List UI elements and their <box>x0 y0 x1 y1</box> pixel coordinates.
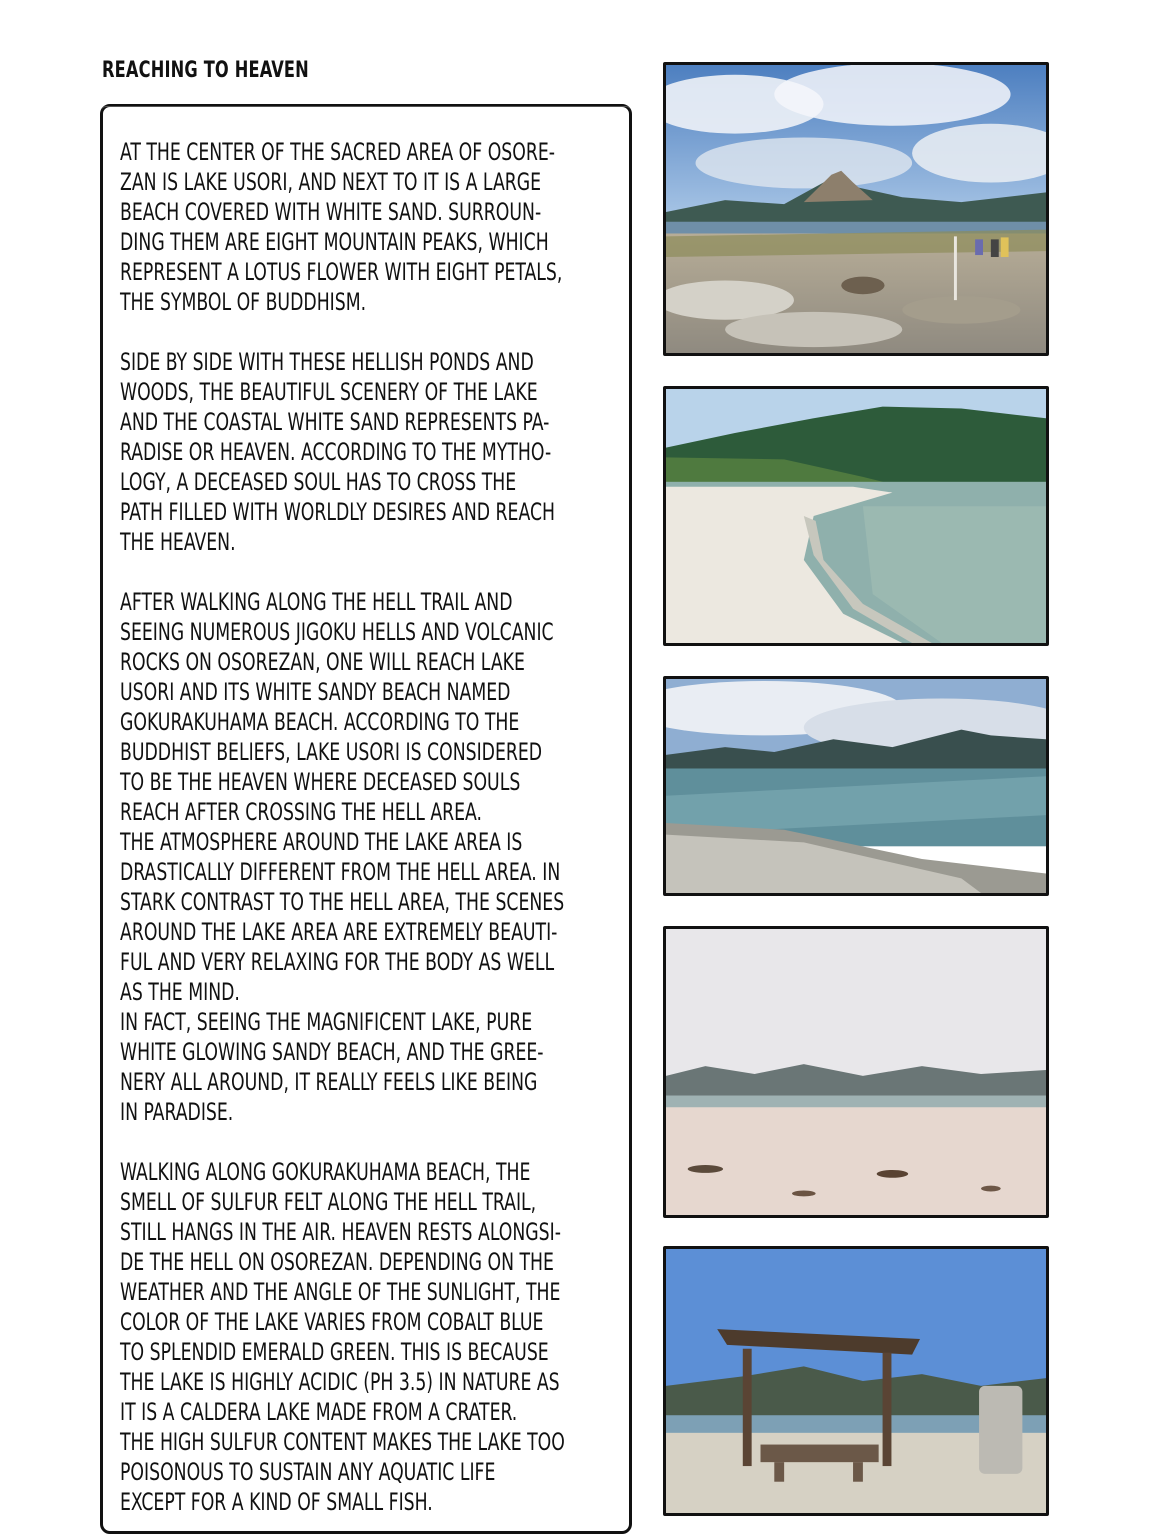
gazebo-by-the-lake-photo <box>663 1246 1049 1516</box>
text-line: ROCKS ON OSOREZAN, ONE WILL REACH LAKE <box>120 648 525 676</box>
text-line: THE LAKE IS HIGHLY ACIDIC (PH 3.5) IN NATURE AS <box>120 1368 560 1396</box>
text-line: REACH AFTER CROSSING THE HELL AREA. <box>120 798 483 826</box>
text-line: IN FACT, SEEING THE MAGNIFICENT LAKE, PURE <box>120 1008 533 1036</box>
text-line: WALKING ALONG GOKURAKUHAMA BEACH, THE <box>120 1158 531 1186</box>
paragraph-gap <box>120 557 620 587</box>
text-line: DRASTICALLY DIFFERENT FROM THE HELL AREA. IN <box>120 858 561 886</box>
text-line: IN PARADISE. <box>120 1098 234 1126</box>
text-line: DE THE HELL ON OSOREZAN. DEPENDING ON THE <box>120 1248 554 1276</box>
text-line: USORI AND ITS WHITE SANDY BEACH NAMED <box>120 678 511 706</box>
text-line: THE ATMOSPHERE AROUND THE LAKE AREA IS <box>120 828 523 856</box>
text-line: PATH FILLED WITH WORLDLY DESIRES AND REACH <box>120 498 555 526</box>
page-title: REACHING TO HEAVEN <box>102 58 309 83</box>
text-line: IT IS A CALDERA LAKE MADE FROM A CRATER. <box>120 1398 518 1426</box>
text-line: DING THEM ARE EIGHT MOUNTAIN PEAKS, WHICH <box>120 228 549 256</box>
text-line: THE HEAVEN. <box>120 528 236 556</box>
lake-shore-with-mountains-photo <box>663 676 1049 896</box>
pale-beach-under-overcast-sky-photo <box>663 926 1049 1218</box>
text-line: AT THE CENTER OF THE SACRED AREA OF OSORE- <box>120 138 555 166</box>
text-line: AFTER WALKING ALONG THE HELL TRAIL AND <box>120 588 513 616</box>
text-line: STARK CONTRAST TO THE HELL AREA, THE SCENES <box>120 888 565 916</box>
text-line: AND THE COASTAL WHITE SAND REPRESENTS PA- <box>120 408 550 436</box>
text-line: STILL HANGS IN THE AIR. HEAVEN RESTS ALONGSI- <box>120 1218 561 1246</box>
text-line: THE HIGH SULFUR CONTENT MAKES THE LAKE TOO <box>120 1428 565 1456</box>
text-line: POISONOUS TO SUSTAIN ANY AQUATIC LIFE <box>120 1458 496 1486</box>
white-sand-beach-curve-photo <box>663 386 1049 646</box>
text-line: COLOR OF THE LAKE VARIES FROM COBALT BLUE <box>120 1308 544 1336</box>
text-line: NERY ALL AROUND, IT REALLY FEELS LIKE BEING <box>120 1068 538 1096</box>
text-line: REPRESENT A LOTUS FLOWER WITH EIGHT PETALS, <box>120 258 563 286</box>
text-line: AROUND THE LAKE AREA ARE EXTREMELY BEAUTI- <box>120 918 558 946</box>
text-line: TO SPLENDID EMERALD GREEN. THIS IS BECAUSE <box>120 1338 549 1366</box>
text-line: SMELL OF SULFUR FELT ALONG THE HELL TRAIL, <box>120 1188 537 1216</box>
volcanic-field-with-mountain-photo <box>663 62 1049 356</box>
text-line: ZAN IS LAKE USORI, AND NEXT TO IT IS A LARGE <box>120 168 542 196</box>
text-line: THE SYMBOL OF BUDDHISM. <box>120 288 367 316</box>
paragraph-gap <box>120 1127 620 1157</box>
text-line: LOGY, A DECEASED SOUL HAS TO CROSS THE <box>120 468 517 496</box>
text-line: SEEING NUMEROUS JIGOKU HELLS AND VOLCANIC <box>120 618 554 646</box>
text-line: WOODS, THE BEAUTIFUL SCENERY OF THE LAKE <box>120 378 538 406</box>
text-line: RADISE OR HEAVEN. ACCORDING TO THE MYTHO- <box>120 438 552 466</box>
text-line: FUL AND VERY RELAXING FOR THE BODY AS WELL <box>120 948 555 976</box>
text-line: GOKURAKUHAMA BEACH. ACCORDING TO THE <box>120 708 520 736</box>
text-line: BUDDHIST BELIEFS, LAKE USORI IS CONSIDERED <box>120 738 543 766</box>
text-line: WHITE GLOWING SANDY BEACH, AND THE GREE- <box>120 1038 544 1066</box>
text-line: EXCEPT FOR A KIND OF SMALL FISH. <box>120 1488 433 1516</box>
text-line: TO BE THE HEAVEN WHERE DECEASED SOULS <box>120 768 521 796</box>
text-line: BEACH COVERED WITH WHITE SAND. SURROUN- <box>120 198 542 226</box>
text-line: SIDE BY SIDE WITH THESE HELLISH PONDS AND <box>120 348 534 376</box>
article-body <box>120 137 620 1517</box>
text-line: AS THE MIND. <box>120 978 240 1006</box>
paragraph-gap <box>120 317 620 347</box>
text-line: WEATHER AND THE ANGLE OF THE SUNLIGHT, THE <box>120 1278 561 1306</box>
